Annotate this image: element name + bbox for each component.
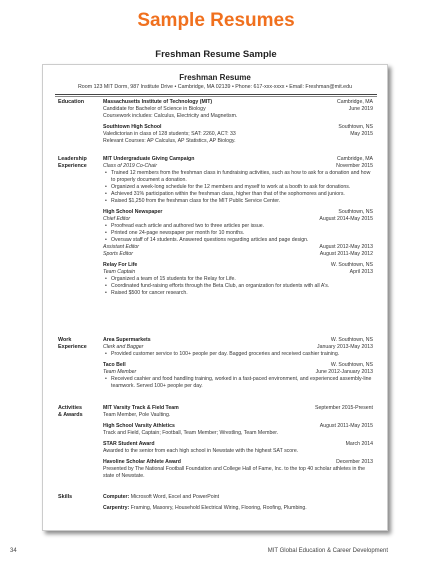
footer-org: MIT Global Education & Career Development <box>267 548 388 554</box>
section-label: Activities <box>58 405 82 411</box>
entry-mit <box>103 99 373 120</box>
bullet: • Proofread each article and authored two to three articles per issue. <box>111 223 373 230</box>
skill-carpentry <box>103 505 373 512</box>
bullet: • Raised $1,250 from the freshman class for the MIT Public Service Center. <box>111 198 373 205</box>
org-name: High School Newspaper <box>103 209 163 215</box>
location: W. Southtown, NS <box>330 262 373 268</box>
section-label: Experience <box>58 163 87 169</box>
bullet: • Achieved 31% participation within the freshman class, higher than that of the sophomores and juniors. <box>111 191 373 198</box>
date: August 2011-May 2015 <box>319 423 373 429</box>
location: Cambridge, MA <box>336 99 373 105</box>
section-label: Skills <box>58 494 73 500</box>
entry-relay-for-life <box>103 262 373 297</box>
org-name: MIT Varsity Track & Field Team <box>103 405 179 411</box>
location: Cambridge, MA <box>336 156 373 162</box>
bullet: • Organized a week-long schedule for the 12 members and myself to work at a booth to ask for donations. <box>111 184 373 191</box>
entry-star-award <box>103 441 373 455</box>
org-name: High School Varsity Athletics <box>103 423 175 429</box>
location: W. Southtown, NS <box>330 362 373 368</box>
date: January 2013-May 2013 <box>317 344 373 350</box>
entry-giving-campaign <box>103 156 373 205</box>
date: May 2015 <box>350 131 373 137</box>
section-label: Education <box>58 99 85 105</box>
entry-havoline-award <box>103 459 373 480</box>
role: Class of 2019 Co-Chair <box>103 163 157 169</box>
detail: Presented by The National Football Foundation and College Hall of Fame, Inc. to the top 40 scholar athletes in the state of Newstate. <box>103 466 366 479</box>
date: June 2012-January 2013 <box>315 369 373 375</box>
role: Team Captain <box>103 269 136 275</box>
role: Chief Editor <box>103 216 131 222</box>
bullet: • Trained 12 members from the freshman class in fundraising activities, such as how to ask for a donation and how to properly document a donation. <box>111 170 373 184</box>
location: W. Southtown, NS <box>330 337 373 343</box>
date: December 2013 <box>336 459 373 465</box>
role: Sports Editor <box>103 251 133 257</box>
entry-taco-bell <box>103 362 373 390</box>
coursework: Relevant Courses: AP Calculus, AP Statistics, AP Biology. <box>103 138 236 144</box>
date: April 2013 <box>349 269 373 275</box>
entry-track-team <box>103 405 373 419</box>
entry-supermarket <box>103 337 373 358</box>
degree: Candidate for Bachelor of Science in Biology <box>103 106 206 112</box>
bullet: • Printed one 24-page newspaper per month for 10 months. <box>111 230 373 237</box>
org-name: Area Supermarkets <box>103 337 151 343</box>
detail: Track and Field, Captain; Football, Team Member; Wrestling, Team Member. <box>103 430 279 436</box>
org-name: Southtown High School <box>103 124 162 130</box>
page-title: Sample Resumes <box>137 10 295 31</box>
award-name: Havoline Scholar Athlete Award <box>103 459 181 465</box>
bullet: • Provided customer service to 100+ people per day. Bagged groceries and received cashier training. <box>111 351 373 358</box>
page-subtitle: Freshman Resume Sample <box>155 49 277 60</box>
date: March 2014 <box>345 441 373 447</box>
entry-high-school <box>103 124 373 145</box>
role: Team Member <box>103 369 137 375</box>
resume-name: Freshman Resume <box>179 73 251 82</box>
section-label: Work <box>58 337 72 343</box>
bullet: • Organized a team of 15 students for the Relay for Life. <box>111 276 373 283</box>
skill-label: Carpentry: <box>103 505 130 511</box>
skill-label: Computer: <box>103 494 130 500</box>
resume-document <box>42 64 388 531</box>
section-label: & Awards <box>58 412 83 418</box>
section-label: Leadership <box>58 156 87 162</box>
location: Southtown, NS <box>338 124 373 130</box>
detail: Team Member, Pole Vaulting. <box>103 412 171 418</box>
date: August 2014-May 2015 <box>319 216 373 222</box>
org-name: MIT Undergraduate Giving Campaign <box>103 156 195 162</box>
resume-contact: Room 123 MIT Dorm, 987 Institute Drive • Cambridge, MA 02139 • Phone: 617-xxx-xxxx • Email: Freshman@mit.edu <box>77 84 353 90</box>
section-label: Experience <box>58 344 87 350</box>
org-name: Relay For Life <box>103 262 138 268</box>
date: September 2015-Present <box>315 405 373 411</box>
date: August 2012-May 2013 <box>319 244 373 250</box>
role: Clerk and Bagger <box>103 344 144 350</box>
org-name: Massachusetts Institute of Technology (MIT) <box>103 99 213 105</box>
date: November 2015 <box>336 163 373 169</box>
date: June 2019 <box>348 106 373 112</box>
bullet: • Received cashier and food handling training, worked in a fast-paced environment, and experienced assembly-line teamwork. Served 100+ people per day. <box>111 376 373 390</box>
bullet: • Coordinated fund-raising efforts through the Beta Club, an organization for students with all A's. <box>111 283 373 290</box>
divider <box>55 96 377 97</box>
bullet: • Raised $500 for cancer research. <box>111 290 373 297</box>
org-name: Taco Bell <box>103 362 126 368</box>
award-name: STAR Student Award <box>103 441 155 447</box>
skill-computer <box>103 494 373 501</box>
entry-hs-athletics <box>103 423 373 437</box>
page-number: 34 <box>10 548 17 554</box>
location: Southtown, NS <box>338 209 373 215</box>
role: Assistant Editor <box>103 244 140 250</box>
coursework: Coursework includes: Calculus, Electricity and Magnetism. <box>103 113 238 119</box>
skill-text: Microsoft Word, Excel and PowerPoint <box>130 494 220 500</box>
skill-text: Framing, Masonry, Household Electrical Wiring, Flooring, Roofing, Plumbing. <box>130 505 307 511</box>
date: August 2011-May 2012 <box>319 251 373 257</box>
bullet: • Oversaw staff of 14 students. Answered questions regarding articles and page design. <box>111 237 373 244</box>
detail: Valedictorian in class of 128 students; SAT: 2260, ACT: 33 <box>103 131 236 137</box>
entry-newspaper <box>103 209 373 258</box>
detail: Awarded to the senior from each high school in Newstate with the highest SAT score. <box>103 448 299 454</box>
